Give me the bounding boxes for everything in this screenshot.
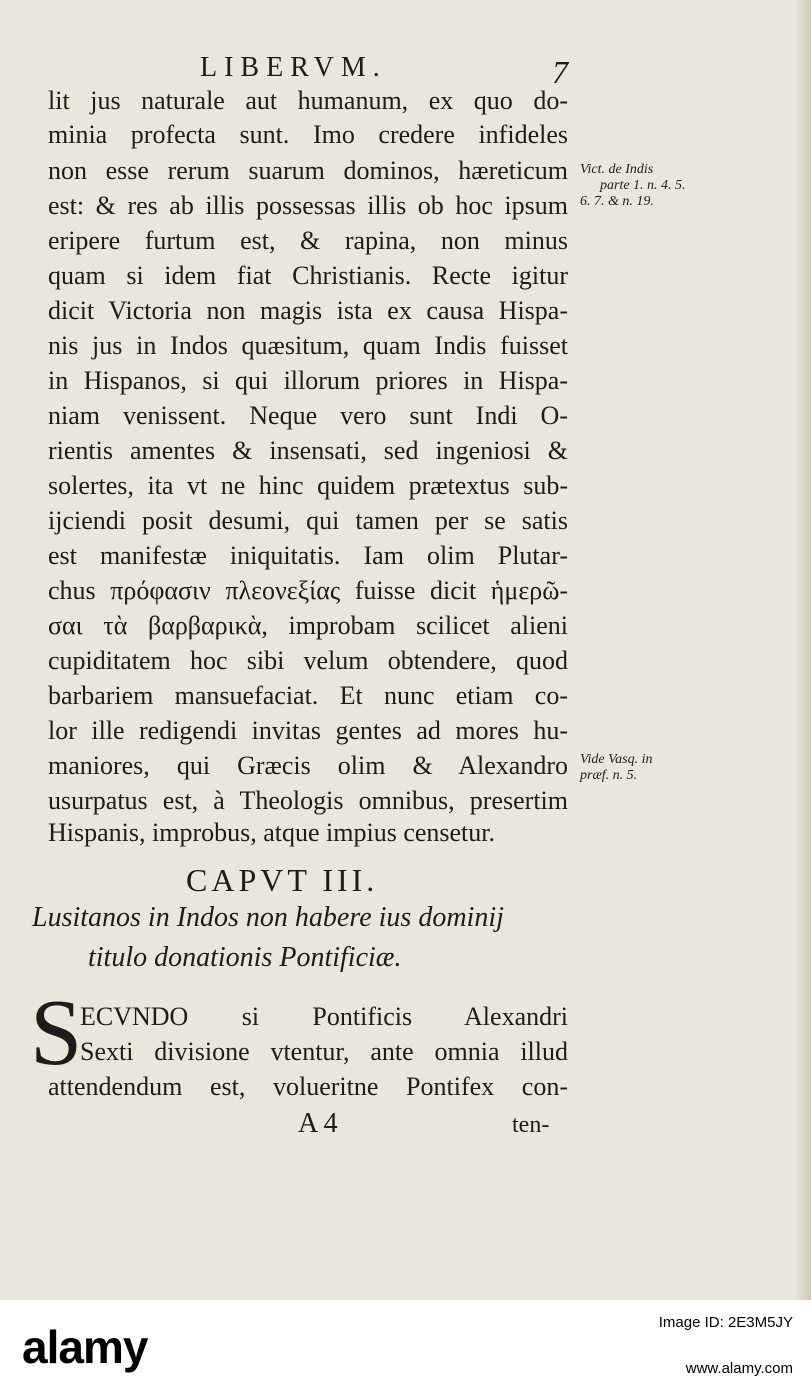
text-line: Hispanis, improbus, atque impius censetur. <box>48 818 496 847</box>
page-number: 7 <box>552 54 568 90</box>
watermark-url: www.alamy.com <box>685 1360 793 1377</box>
text-line: chus πρόφασιν πλεονεξίας fuisse dicit ἡμερῶ- <box>48 576 568 605</box>
margin-note-line: Vict. de Indis <box>580 162 654 177</box>
alamy-logo: alamy <box>22 1321 148 1373</box>
text-line: niam venissent. Neque vero sunt Indi O- <box>48 401 568 430</box>
signature-mark: A 4 <box>298 1108 338 1139</box>
text-line: est: & res ab illis possessas illis ob hoc ipsum <box>48 191 568 220</box>
text-line: usurpatus est, à Theologis omnibus, presertim <box>48 786 568 815</box>
text-line: non esse rerum suarum dominos, hæreticum <box>48 156 568 185</box>
text-line: dicit Victoria non magis ista ex causa Hispa- <box>48 296 568 325</box>
text-line: rientis amentes & insensati, sed ingeniosi & <box>48 436 568 465</box>
text-line: nis jus in Indos quæsitum, quam Indis fuisset <box>48 331 568 360</box>
text-line: ijciendi posit desumi, qui tamen per se satis <box>48 506 568 535</box>
catchword: ten- <box>512 1112 550 1138</box>
text-line: maniores, qui Græcis olim & Alexandro <box>48 751 568 780</box>
text-line: attendendum est, volueritne Pontifex con- <box>48 1072 568 1101</box>
text-line: cupiditatem hoc sibi velum obtendere, quod <box>48 646 568 675</box>
text-line: eripere furtum est, & rapina, non minus <box>48 226 568 255</box>
text-line: σαι τὰ βαρβαρικὰ, improbam scilicet alieni <box>48 611 568 640</box>
margin-note-victoria <box>580 162 686 210</box>
text-line: quam si idem fiat Christianis. Recte igitur <box>48 261 568 290</box>
text-line: lit jus naturale aut humanum, ex quo do- <box>48 86 568 115</box>
margin-note-line: 6. 7. & n. 19. <box>580 194 654 209</box>
text-line: ECVNDO si Pontificis Alexandri <box>80 1002 568 1031</box>
text-line: solertes, ita vt ne hinc quidem prætextus sub- <box>48 471 568 500</box>
text-line: minia profecta sunt. Imo credere infideles <box>48 120 568 149</box>
text-line: barbariem mansuefaciat. Et nunc etiam co- <box>48 681 568 710</box>
image-id: Image ID: 2E3M5JY <box>658 1314 793 1331</box>
page-edge <box>797 0 811 1300</box>
margin-note-line: Vide Vasq. in <box>580 752 653 767</box>
chapter-heading: CAPVT III. <box>186 862 379 898</box>
running-title: LIBERVM. <box>200 52 387 83</box>
text-line: lor ille redigendi invitas gentes ad mores hu- <box>48 716 568 745</box>
text-line: in Hispanos, si qui illorum priores in Hispa- <box>48 366 568 395</box>
text-line: est manifestæ iniquitatis. Iam olim Plutar- <box>48 541 568 570</box>
chapter-subtitle-line: Lusitanos in Indos non habere ius dominij <box>32 902 504 933</box>
text-line: Sexti divisione vtentur, ante omnia illud <box>80 1037 568 1066</box>
watermark-bar <box>0 1300 811 1390</box>
drop-cap: S <box>30 981 83 1085</box>
margin-note-vasquez <box>580 752 652 784</box>
margin-note-line: parte 1. n. 4. 5. <box>600 178 686 193</box>
chapter-subtitle-line: titulo donationis Pontificiæ. <box>88 942 402 973</box>
margin-note-line: præf. n. 5. <box>580 768 638 783</box>
